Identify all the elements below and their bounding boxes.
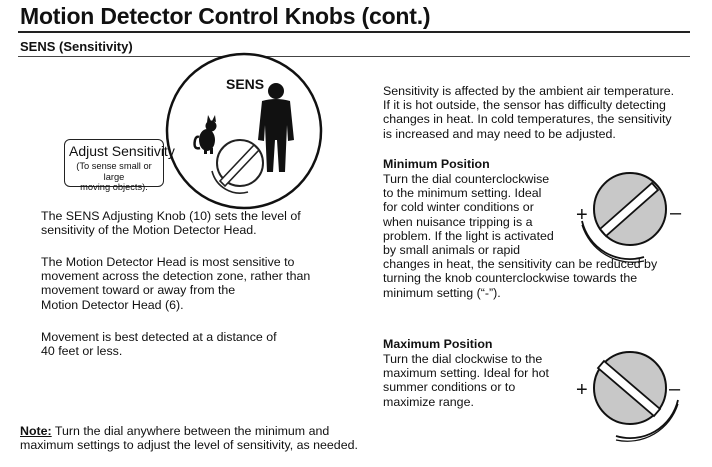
sens-label: SENS	[226, 76, 265, 92]
min-minus-symbol: –	[670, 202, 682, 224]
paragraph-detection-distance: Movement is best detected at a distance of 40 feet or less.	[41, 330, 277, 359]
paragraph-sensitivity-direction: The Motion Detector Head is most sensitive to movement across the detection zone, rather than movement toward or away from the Motion Detector Head (6).	[41, 255, 311, 312]
max-minus-symbol: –	[669, 378, 681, 400]
max-plus-symbol: +	[576, 379, 588, 401]
note-paragraph: Note: Turn the dial anywhere between the minimum and maximum settings to adjust the level of sensitivity, as needed.	[20, 424, 358, 453]
callout-title: Adjust Sensitivity	[69, 143, 175, 159]
callout-subtext: (To sense small or large moving objects).	[76, 161, 152, 192]
minimum-position-heading: Minimum Position	[383, 157, 490, 171]
paragraph-sens-knob: The SENS Adjusting Knob (10) sets the level of sensitivity of the Motion Detector Head.	[41, 209, 301, 238]
min-plus-symbol: +	[576, 204, 588, 226]
page-title: Motion Detector Control Knobs (cont.)	[20, 3, 431, 29]
minimum-dial-icon	[582, 173, 666, 262]
maximum-dial-icon	[594, 352, 678, 441]
maximum-position-heading: Maximum Position	[383, 337, 493, 351]
paragraph-temperature: Sensitivity is affected by the ambient air temperature. If it is hot outside, the sensor has difficulty detecting changes in heat. In cold temperatures, the sensitivity is increased and may need to be adjusted.	[383, 84, 675, 141]
maximum-position-text: Turn the dial clockwise to the maximum setting. Ideal for hot summer conditions or to maximize range.	[383, 352, 549, 409]
note-label: Note:	[20, 424, 52, 438]
section-subtitle: SENS (Sensitivity)	[20, 39, 133, 54]
minimum-position-text: Turn the dial counterclockwise to the minimum setting. Ideal for cold winter conditions or when nuisance tripping is a problem. If the light is activated by small animals or rapid changes in heat, the sensitivity can be reduced by turning the knob counterclockwise towards the minimum setting (“-”).	[383, 172, 658, 300]
